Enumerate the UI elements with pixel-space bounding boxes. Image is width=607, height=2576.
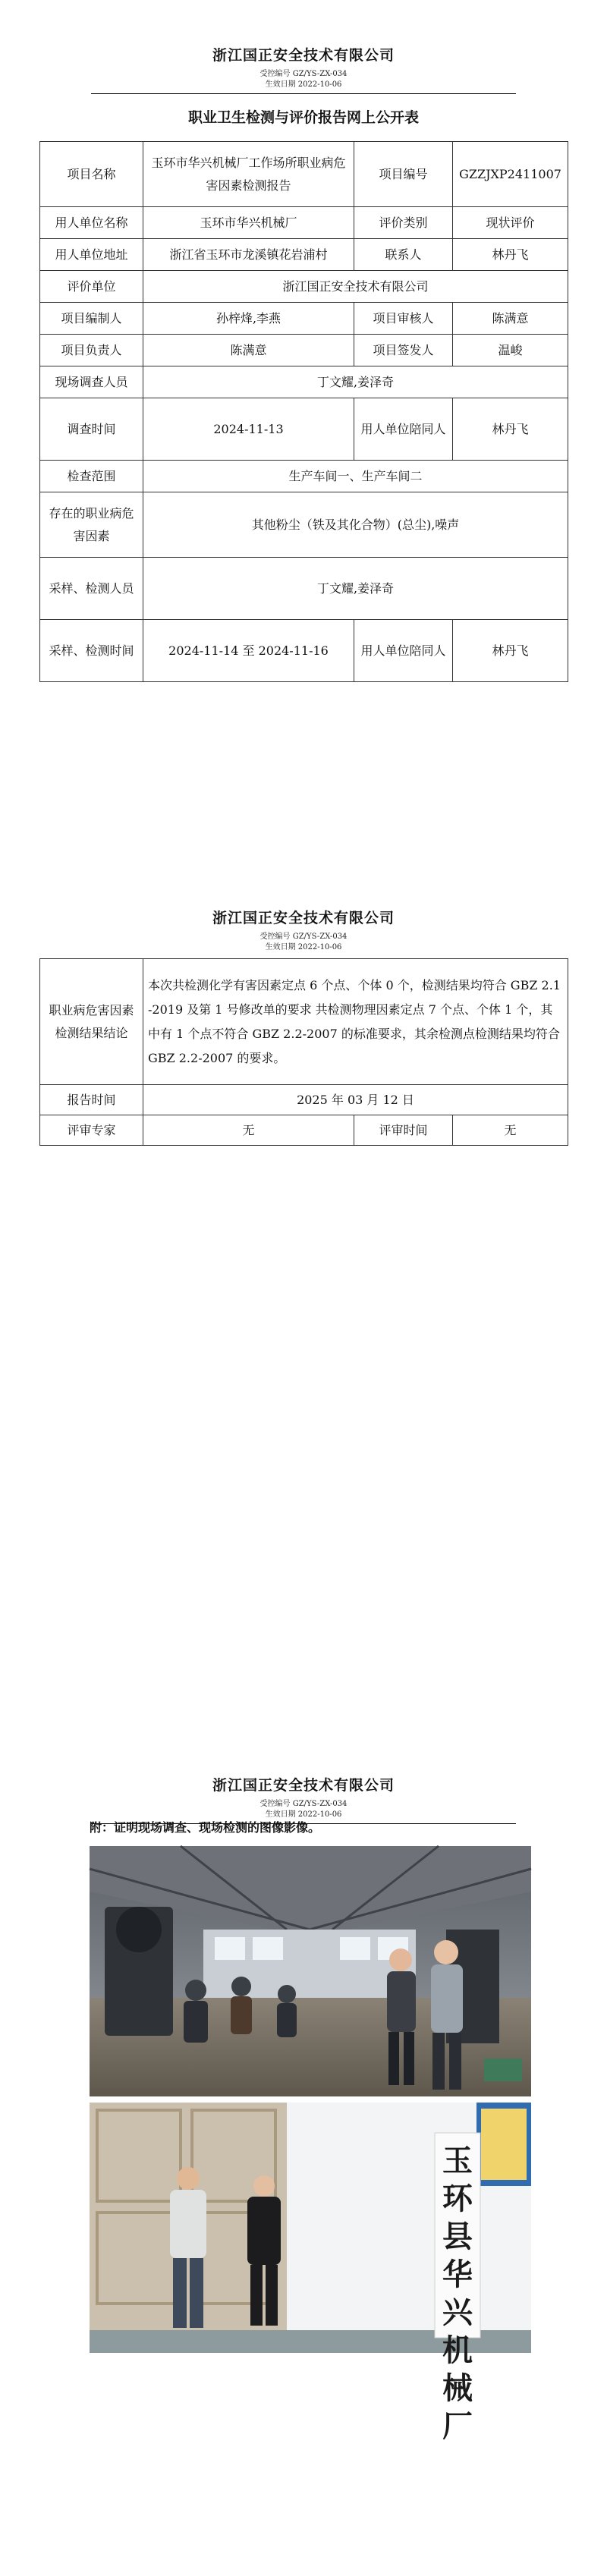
control-number: 受控编号 GZ/YS-ZX-034	[259, 933, 348, 941]
photo-workshop	[90, 1846, 531, 2096]
label-sampling-time: 采样、检测时间	[40, 620, 143, 682]
label-issuer: 项目签发人	[354, 335, 453, 366]
label-contact: 联系人	[354, 239, 453, 271]
value-scope: 生产车间一、生产车间二	[143, 461, 568, 492]
label-project-name: 项目名称	[40, 142, 143, 207]
value-hazards: 其他粉尘（铁及其化合物）(总尘),噪声	[143, 492, 568, 558]
value-sampling-time: 2024-11-14 至 2024-11-16	[143, 620, 354, 682]
value-employer-address: 浙江省玉环市龙溪镇花岩浦村	[143, 239, 354, 271]
value-survey-time: 2024-11-13	[143, 398, 354, 461]
label-leader: 项目负责人	[40, 335, 143, 366]
value-eval-unit: 浙江国正安全技术有限公司	[143, 271, 568, 303]
value-expert: 无	[143, 1115, 354, 1146]
page-1	[0, 0, 607, 127]
label-compiler: 项目编制人	[40, 303, 143, 335]
page-2	[0, 857, 607, 953]
label-report-time: 报告时间	[40, 1085, 143, 1115]
value-project-name: 玉环市华兴机械厂工作场所职业病危害因素检测报告	[143, 142, 354, 207]
workshop-image	[90, 1846, 531, 2096]
label-scope: 检查范围	[40, 461, 143, 492]
value-accompany-2: 林丹飞	[453, 620, 568, 682]
photo-sign	[90, 2103, 531, 2444]
value-contact: 林丹飞	[453, 239, 568, 271]
value-review-time: 无	[453, 1115, 568, 1146]
label-accompany: 用人单位陪同人	[354, 398, 453, 461]
label-employer-name: 用人单位名称	[40, 207, 143, 239]
page-header	[0, 1721, 607, 1824]
control-number: 受控编号 GZ/YS-ZX-034	[259, 70, 348, 78]
page-title: 职业卫生检测与评价报告网上公开表	[187, 109, 419, 126]
control-number: 受控编号 GZ/YS-ZX-034	[259, 1800, 348, 1808]
value-compiler: 孙梓烽,李燕	[143, 303, 354, 335]
value-investigator: 丁文耀,姜泽奇	[143, 366, 568, 398]
company-sign-text: 玉环县华兴机械厂	[442, 2143, 473, 2444]
label-accompany-2: 用人单位陪同人	[354, 620, 453, 682]
label-employer-address: 用人单位地址	[40, 239, 143, 271]
label-sampler: 采样、检测人员	[40, 558, 143, 620]
label-eval-unit: 评价单位	[40, 271, 143, 303]
label-reviewer: 项目审核人	[354, 303, 453, 335]
company-name: 浙江国正安全技术有限公司	[212, 1777, 395, 1794]
disclosure-table	[39, 141, 568, 682]
company-name: 浙江国正安全技术有限公司	[212, 47, 395, 64]
value-reviewer: 陈满意	[453, 303, 568, 335]
conclusion-table	[39, 958, 568, 1146]
label-eval-type: 评价类别	[354, 207, 453, 239]
label-hazards: 存在的职业病危害因素	[40, 492, 143, 558]
page-header	[0, 0, 607, 94]
effective-date: 生效日期 2022-10-06	[265, 80, 342, 89]
label-review-time: 评审时间	[354, 1115, 453, 1146]
header-rule	[91, 93, 516, 94]
value-project-no: GZZJXP2411007	[453, 142, 568, 207]
value-leader: 陈满意	[143, 335, 354, 366]
value-accompany: 林丹飞	[453, 398, 568, 461]
effective-date: 生效日期 2022-10-06	[265, 1810, 342, 1819]
value-issuer: 温峻	[453, 335, 568, 366]
label-investigator: 现场调查人员	[40, 366, 143, 398]
value-report-time: 2025 年 03 月 12 日	[143, 1085, 568, 1115]
value-sampler: 丁文耀,姜泽奇	[143, 558, 568, 620]
label-conclusion: 职业病危害因素检测结果结论	[40, 959, 143, 1085]
company-name: 浙江国正安全技术有限公司	[212, 910, 395, 926]
label-survey-time: 调查时间	[40, 398, 143, 461]
page-3	[0, 1721, 607, 1824]
effective-date: 生效日期 2022-10-06	[265, 943, 342, 951]
label-expert: 评审专家	[40, 1115, 143, 1146]
page-header	[0, 857, 607, 953]
label-project-no: 项目编号	[354, 142, 453, 207]
value-employer-name: 玉环市华兴机械厂	[143, 207, 354, 239]
annex-note: 附：证明现场调查、现场检测的图像影像。	[90, 1820, 321, 1835]
value-eval-type: 现状评价	[453, 207, 568, 239]
value-conclusion: 本次共检测化学有害因素定点 6 个点、个体 0 个，检测结果均符合 GBZ 2.1-2019 及第 1 号修改单的要求 共检测物理因素定点 7 个点、个体 1 个，其中有 1 个点不符合 GBZ 2.2-2007 的标准要求，其余检测点检测结果均符合 GBZ 2.2-2007 的要求。	[143, 959, 568, 1085]
